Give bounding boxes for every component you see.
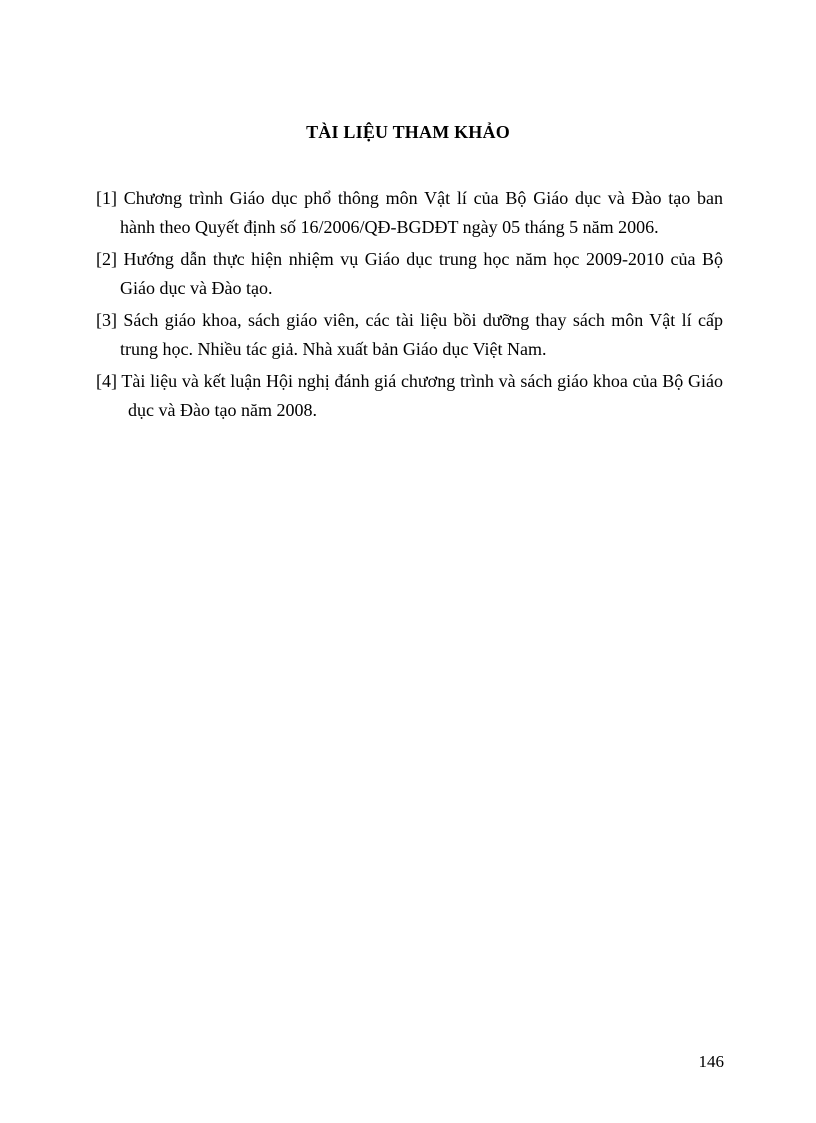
reference-number: [4] [96, 371, 117, 391]
reference-item-3 [96, 306, 723, 364]
reference-number: [3] [96, 310, 117, 330]
reference-list [96, 184, 723, 428]
page-title: TÀI LIỆU THAM KHẢO [306, 122, 510, 142]
reference-text: Tài liệu và kết luận Hội nghị đánh giá chương trình và sách giáo khoa của Bộ Giáo dục và Đào tạo năm 2008. [121, 371, 723, 420]
reference-item-1 [96, 184, 723, 242]
reference-text: Sách giáo khoa, sách giáo viên, các tài liệu bồi dưỡng thay sách môn Vật lí cấp trung học. Nhiều tác giả. Nhà xuất bản Giáo dục Việt Nam. [120, 310, 724, 359]
reference-text: Chương trình Giáo dục phổ thông môn Vật lí của Bộ Giáo dục và Đào tạo ban hành theo Quyết định số 16/2006/QĐ-BGDĐT ngày 05 tháng 5 năm 2006. [120, 188, 724, 237]
reference-number: [1] [96, 188, 117, 208]
page-number: 146 [698, 1052, 724, 1071]
reference-number: [2] [96, 249, 117, 269]
reference-text: Hướng dẫn thực hiện nhiệm vụ Giáo dục trung học năm học 2009-2010 của Bộ Giáo dục và Đào tạo. [120, 249, 723, 298]
reference-item-2 [96, 245, 723, 303]
reference-item-4 [96, 367, 723, 425]
